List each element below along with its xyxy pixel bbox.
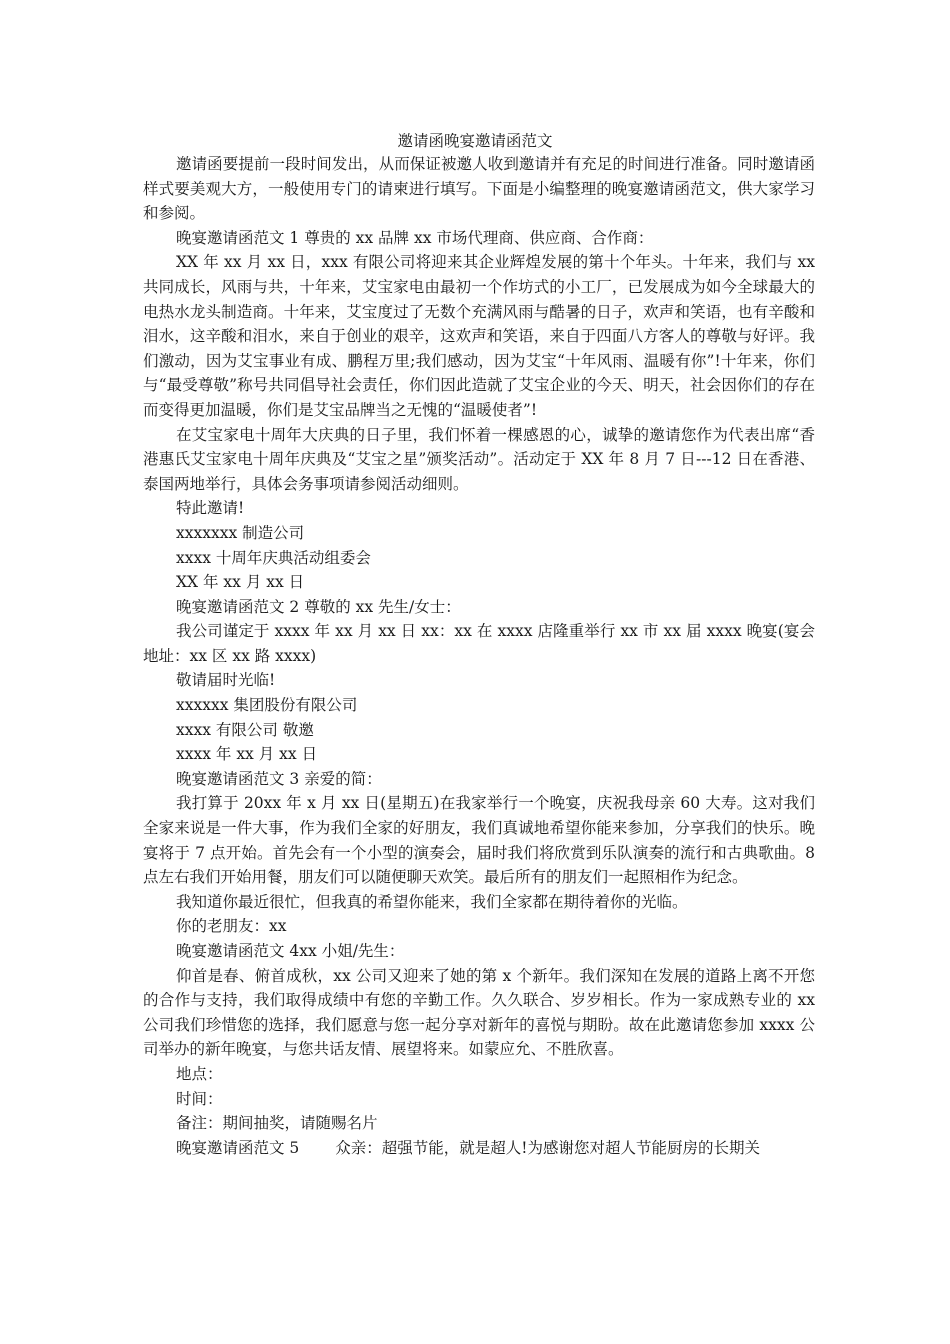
paragraph: 敬请届时光临! [176, 671, 276, 690]
paragraph: 我知道你最近很忙，但我真的希望你能来，我们全家都在期待着你的光临。 [176, 892, 688, 911]
document-body [143, 152, 815, 1160]
paragraph: 晚宴邀请函范文 4xx 小姐/先生： [176, 942, 405, 960]
last-line-heading: 晚宴邀请函范文 5 [176, 1138, 300, 1157]
paragraph: xxxx 年 xx 月 xx 日 [176, 745, 318, 764]
paragraph: xxxx 有限公司 敬邀 [176, 720, 314, 739]
paragraph: 备注：期间抽奖，请随赐名片 [176, 1114, 378, 1133]
paragraph: 晚宴邀请函范文 3 亲爱的简： [176, 769, 382, 788]
paragraph: 地点： [176, 1064, 223, 1083]
paragraph: 时间： [176, 1089, 223, 1108]
paragraph: XX 年 xx 月 xx 日，xxx 有限公司将迎来其企业辉煌发展的第十个年头。十年来，我们与 xx 共同成长，风雨与共，十年来，艾宝家电由最初一个作坊式的小工厂，已发展成为如今全球最大的电热水龙头制造商。十年来，艾宝度过了无数个充满风雨与酷暑的日子，欢声和笑语，也有辛酸和泪水，这辛酸和泪水，来自于创业的艰辛，这欢声和笑语，来自于四面八方客人的尊敬与好评。我们激动，因为艾宝事业有成、鹏程万里;我们感动，因为艾宝“十年风雨、温暖有你”!十年来，你们与“最受尊敬”称号共同倡导社会责任，你们因此造就了艾宝企业的今天、明天，社会因你们的存在而变得更加温暖，你们是艾宝品牌当之无愧的“温暖使者”! [143, 253, 815, 419]
last-line-text: 众亲：超强节能，就是超人!为感谢您对超人节能厨房的长期关 [335, 1138, 761, 1157]
paragraph: 晚宴邀请函范文 2 尊敬的 xx 先生/女士： [176, 597, 461, 616]
paragraph: 仰首是春、俯首成秋，xx 公司又迎来了她的第 x 个新年。我们深知在发展的道路上离不开您的合作与支持，我们取得成绩中有您的辛勤工作。久久联合、岁岁相长。作为一家成熟专业的 xx 公司我们珍惜您的选择，我们愿意与您一起分享对新年的喜悦与期盼。故在此邀请您参加 xxxx 公司举办的新年晚宴，与您共话友情、展望将来。如蒙应允、不胜欣喜。 [143, 966, 815, 1059]
paragraph: 特此邀请! [176, 499, 245, 518]
paragraph: 在艾宝家电十周年大庆典的日子里，我们怀着一棵感恩的心，诚挚的邀请您作为代表出席“香港惠氏艾宝家电十周年庆典及“艾宝之星”颁奖活动”。活动定于 XX 年 8 月 7 日---12 日在香港、泰国两地举行，具体会务事项请参阅活动细则。 [143, 425, 815, 493]
paragraph: 晚宴邀请函范文 1 尊贵的 xx 品牌 xx 市场代理商、供应商、合作商： [176, 228, 654, 247]
document-title: 邀请函晚宴邀请函范文 [397, 132, 553, 150]
paragraph: xxxxxxx 制造公司 [176, 523, 305, 542]
paragraph: xxxx 十周年庆典活动组委会 [176, 548, 371, 567]
paragraph-last [143, 1136, 815, 1161]
paragraph: 我打算于 20xx 年 x 月 xx 日(星期五)在我家举行一个晚宴，庆祝我母亲 60 大寿。这对我们全家来说是一件大事，作为我们全家的好朋友，我们真诚地希望你能来参加，分享我们的快乐。晚宴将于 7 点开始。首先会有一个小型的演奏会，届时我们将欣赏到乐队演奏的流行和古典歌曲。8 点左右我们开始用餐，朋友们可以随便聊天欢笑。最后所有的朋友们一起照相作为纪念。 [143, 794, 815, 887]
paragraph: 我公司谨定于 xxxx 年 xx 月 xx 日 xx：xx 在 xxxx 店隆重举行 xx 市 xx 届 xxxx 晚宴(宴会地址：xx 区 xx 路 xxxx) [143, 622, 815, 665]
paragraph: xxxxxx 集团股份有限公司 [176, 696, 358, 715]
paragraph: 你的老朋友：xx [176, 917, 287, 936]
paragraph: XX 年 xx 月 xx 日 [176, 573, 305, 592]
paragraph: 邀请函要提前一段时间发出，从而保证被邀人收到邀请并有充足的时间进行准备。同时邀请函样式要美观大方，一般使用专门的请柬进行填写。下面是小编整理的晚宴邀请函范文，供大家学习和参阅。 [143, 155, 815, 223]
